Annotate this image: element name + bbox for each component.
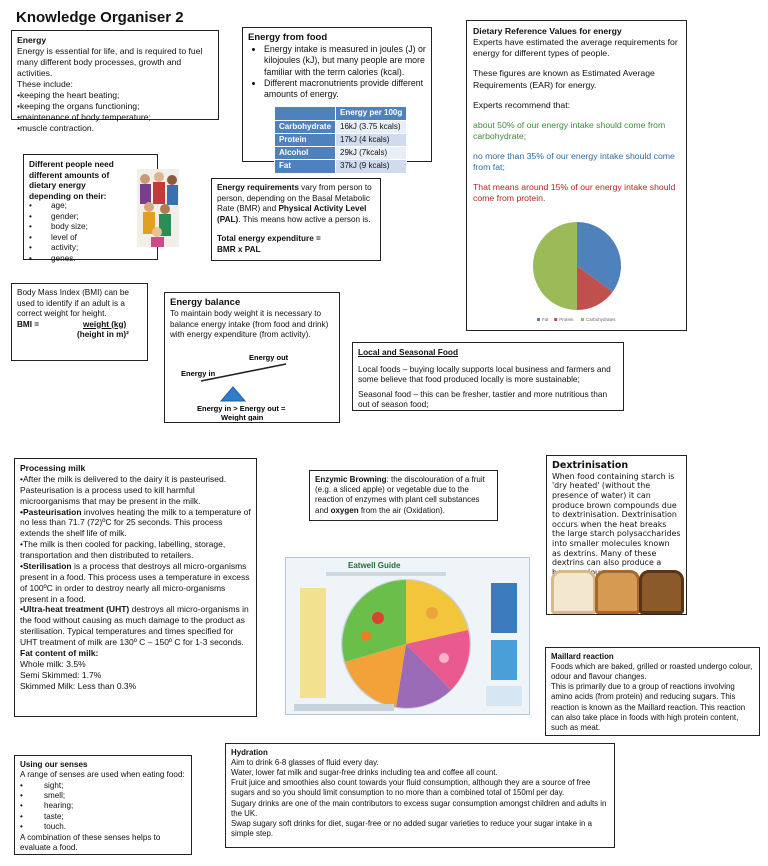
term-energy-requirements: Energy requirements [217,183,299,192]
energy-food-bullet: • Different macronutrients provide different amounts of energy. [264,78,426,101]
milk-fat-item: Whole milk: 3.5% [20,658,86,669]
energy-requirements-box [211,178,381,261]
local-seasonal-box [352,342,624,411]
bread-slice-toasted [595,570,640,614]
table-cell: 16kJ (3.75 kcals) [336,120,407,133]
total-expenditure-formula: BMR x PAL [217,244,261,254]
senses-item: • hearing; [20,801,74,811]
maillard-heading: Maillard reaction [551,652,614,661]
milk-p1: •After the milk is delivered to the dairy it is pasteurised. Pasteurisation is a process used to kill harmful microorganisms that may be present in the milk. [20,473,227,506]
hydration-line: Water, lower fat milk and sugar-free drinks including tea and coffee all count. [231,768,498,778]
hydration-line: Sugary drinks are one of the main contributors to excess sugar consumption amongst children and adults in the UK. [231,798,607,818]
term-pasteurisation: •Pasteurisation [20,506,82,517]
term-enzymic-browning: Enzymic Browning [315,475,387,484]
dextrinisation-box [546,455,687,615]
people-item-label: genes. [51,253,76,263]
maillard-text-2: This is primarily due to a group of reactions involving amino acids (from protein) and reducing sugars. This reaction is known as the Maillard reaction. This reaction can also take place in foods with high protein content, such as meat. [551,682,746,732]
senses-item: • touch. [20,822,67,832]
maillard-text: Foods which are baked, grilled or roasted undergo colour, odour and flavour changes. [551,662,753,682]
energy-item: •muscle contraction. [17,123,95,133]
people-item: • genes. [29,253,76,263]
table-row [275,147,407,160]
milk-p2 [20,507,251,540]
hydration-line: Aim to drink 6-8 glasses of fluid every day. [231,758,379,768]
people-item-label: gender; [51,211,79,221]
table-cell: Alcohol [275,147,336,160]
table-row [275,120,407,133]
energy-lead: These include: [17,79,73,89]
people-item-label: activity; [51,243,79,253]
drv-p3: Experts recommend that: [473,99,571,110]
local-p1: Local foods – buying locally supports local business and farmers and some believe that food produced locally is more sustainable; [358,363,611,385]
energy-from-food-box [242,27,432,171]
senses-item-label: smell; [44,791,66,801]
senses-item-label: touch. [44,822,67,832]
page-title: Knowledge Organiser 2 [16,9,184,26]
energy-table [274,106,407,173]
senses-item-label: hearing; [44,801,74,811]
people-heading: Different people need different amounts of dietary energy depending on their: [29,159,114,201]
fulcrum-triangle [221,387,245,401]
maillard-box [545,647,760,736]
balance-heading: Energy balance [170,297,241,308]
energy-table-header: Energy per 100g [336,107,407,120]
milk-p5-text: destroys all micro-organisms in the food without causing as much damage to the product as sterilisation. Typical temperatures and times specified for UHT treatment of milk are 130º C – 150º C for 1-3 seconds. [20,604,249,647]
term-pal: Physical Activity Level (PAL) [217,204,367,224]
drv-fat: no more than 35% of our energy intake should come from fat; [473,151,675,173]
energy-item: •maintenance of body temperature; [17,112,151,122]
drv-p2: These figures are known as Estimated Average Requirements (EAR) for energy. [473,68,655,90]
crowd-image [137,169,179,247]
legend-swatch [554,318,557,321]
energy-heading: Energy [17,35,47,45]
milk-fat-heading: Fat content of milk: [20,647,99,658]
milk-fat-item: Semi Skimmed: 1.7% [20,669,102,680]
table-cell: Fat [275,160,336,173]
milk-p2-text: involves heating the milk to a temperature of no less than 71.7 (72)ºC for 25 seconds. This process extends the shelf life of milk. [20,506,251,539]
senses-item: • sight; [20,780,64,790]
requirements-text-part: vary from person to person, depending on the Basal Metabolic Rate (BMR) and [217,183,372,213]
senses-outro: A combination of these senses helps to evaluate a food. [20,832,161,852]
table-row [275,160,407,173]
people-item-label: body size; [51,222,88,232]
senses-lead: A range of senses are used when eating food: [20,770,185,780]
legend-label: Fat [542,317,549,322]
bmi-text: Body Mass Index (BMI) can be used to identify if an adult is a correct weight for height. [17,288,129,318]
legend-label: Carbohydrates [586,317,616,322]
people-item: • level of [29,232,77,242]
bread-slice-plain [551,570,596,614]
energy-table-header [275,107,336,120]
people-item: • body size; [29,222,88,232]
people-item: • gender; [29,211,79,221]
energy-pie-chart [475,219,680,329]
hydration-line: Fruit juice and smoothies also count towards your fluid consumption, although they are a source of free sugars and so you should limit consumption to no more than a combined total of 150ml per day. [231,778,591,798]
hydration-heading: Hydration [231,748,268,757]
energy-balance-box [164,292,340,423]
dextrin-heading: Dextrinisation [552,460,629,471]
drv-heading: Dietary Reference Values for energy [473,26,622,36]
energy-in-label: Energy in [181,369,216,378]
milk-p3: •The milk is then cooled for packing, labelling, storage, transportation and then distributed to retailers. [20,539,226,560]
drv-box [466,20,687,331]
energy-out-label: Energy out [249,353,289,362]
eatwell-plate-illustration [286,558,531,716]
energy-food-heading: Energy from food [248,32,328,43]
milk-p5 [20,604,251,648]
senses-item-label: sight; [44,780,64,790]
senses-item: • smell; [20,791,66,801]
milk-fat-item: Skimmed Milk: Less than 0.3% [20,680,137,691]
enzymic-browning-box [309,470,498,521]
table-cell: 17kJ (4 kcals) [336,133,407,146]
table-cell: 29kJ (7kcals) [336,147,407,160]
legend-swatch [537,318,540,321]
browning-text-2: from the air (Oxidation). [358,505,445,515]
dextrin-text: When food containing starch is 'dry heated' (without the presence of water) it can produce brown compounds due to dextrinisation. Dextrinisation occurs when the heat breaks the large starch polysaccharides into smaller molecules known as dextrins. Many of these dextrins can also produce a [552,471,681,568]
milk-p4 [20,561,251,605]
pie-slice-carbohydrates [533,222,577,310]
senses-item-label: taste; [44,811,64,821]
bmi-label: BMI = [17,319,40,329]
table-cell: Protein [275,133,336,146]
milk-p4-text: is a process that destroys all micro-organisms present in a food. This process uses a temperature in excess of 100ºC in order to destroy nearly all micro-organisms present in a food. [20,560,250,604]
balance-caption-2: Weight gain [221,413,264,421]
people-box [23,154,158,263]
local-p2: Seasonal food – this can be fresher, tastier and more nutritious than out of season food; [358,388,608,410]
drv-carb: about 50% of our energy intake should come from carbohydrate; [473,119,666,141]
balance-scale-diagram [171,351,331,421]
processing-milk-box [14,458,257,717]
browning-text: : the discolouration of a fruit (e.g. a sliced apple) or vegetable due to the reaction of enzymes with plant cell substances and [315,475,485,515]
energy-intro: Energy is essential for life, and is required to fuel many different body processes, growth and activities. [17,46,203,78]
people-item: • age; [29,201,67,211]
senses-item: • taste; [20,811,64,821]
senses-heading: Using our senses [20,760,88,769]
bmi-denominator: (height in m)² [77,329,129,339]
term-oxygen: oxygen [330,505,359,515]
legend-label: Protein [559,317,574,322]
table-cell: 37kJ (9 kcals) [336,160,407,173]
drv-protein: That means around 15% of our energy intake should come from protein. [473,182,676,204]
energy-item: •keeping the organs functioning; [17,101,140,111]
total-expenditure-label: Total energy expenditure = [217,234,321,243]
bmi-numerator: weight (kg) [83,319,127,329]
term-sterilisation: •Sterilisation [20,560,72,571]
senses-box [14,755,192,855]
eatwell-title: Eatwell Guide [348,561,401,570]
people-item: • activity; [29,243,79,253]
energy-food-bullet: • Energy intake is measured in joules (J) or kilojoules (kJ), but many people are more familiar with the term calories (kcal). [264,44,426,78]
drv-p1: Experts have estimated the average requirements for energy for different types of people. [473,37,678,59]
people-item-label: level of [51,232,77,242]
table-cell: Carbohydrate [275,120,336,133]
balance-text: To maintain body weight it is necessary to balance energy intake (from food and drink) with energy expenditure (from activity). [170,309,329,340]
hydration-box [225,743,615,848]
legend-swatch [581,318,584,321]
eatwell-guide-image [285,557,530,715]
term-uht: •Ultra-heat treatment (UHT) [20,604,130,615]
bmi-box [11,283,148,361]
toast-image [551,570,682,614]
table-row [275,133,407,146]
people-item-label: age; [51,201,67,211]
bread-slice-dark [639,570,684,614]
requirements-text [217,183,375,225]
local-heading: Local and Seasonal Food [358,347,459,357]
energy-item: •keeping the heart beating; [17,90,120,100]
energy-box [11,30,219,133]
milk-heading: Processing milk [20,463,86,473]
balance-caption-1: Energy in > Energy out = [197,404,286,413]
hydration-line: Swap sugary soft drinks for diet, sugar-free or no added sugar varieties to reduce your sugar intake in a simple step. [231,818,592,838]
requirements-text-part: . This means how active a person is. [238,214,371,224]
